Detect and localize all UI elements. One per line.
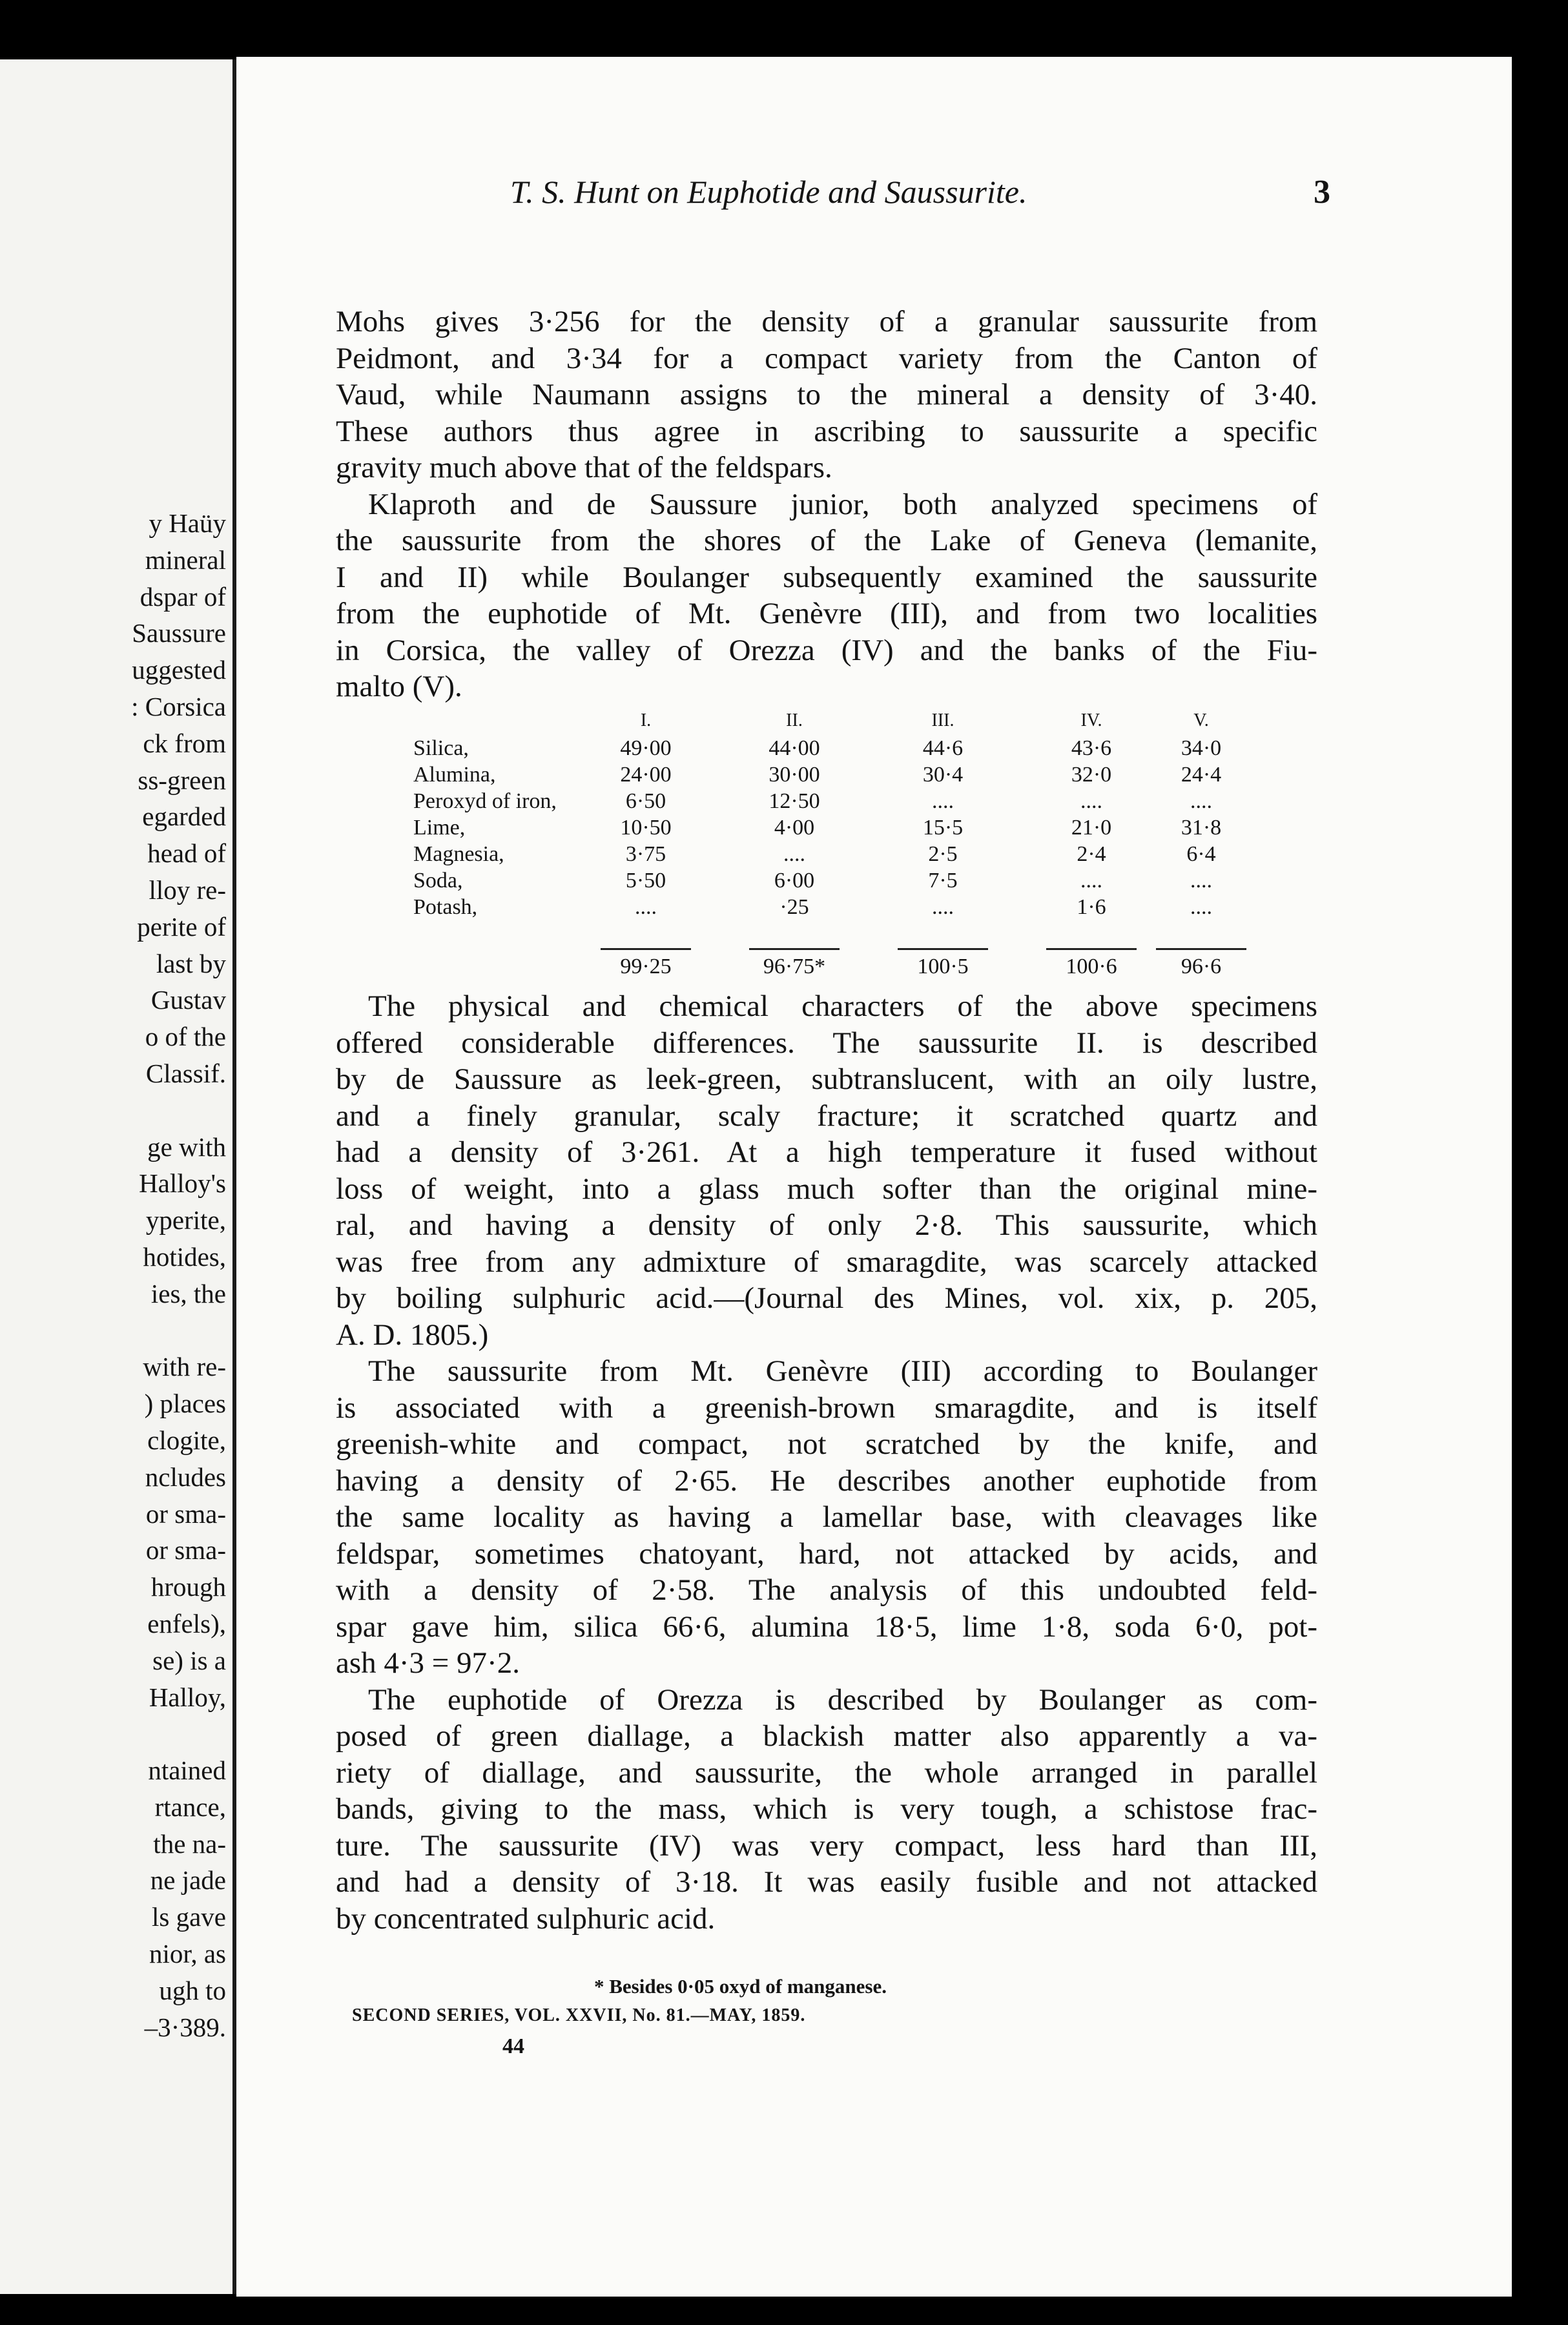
sum-rule [601,948,691,950]
footnote: * Besides 0·05 oxyd of manganese. [594,1975,887,1998]
left-page-line: hrough [150,1572,226,1602]
table-cell: .... [932,895,954,919]
left-page-line: last by [156,948,226,978]
total-cell: 96·75* [763,955,826,978]
left-page-line: : Corsica [131,691,226,721]
text-line: greenish-white and compact, not scratched by the knife, and [336,1427,1317,1461]
sum-rule [1156,948,1246,950]
column-header: V. [1193,710,1209,730]
left-page-fragment [0,59,236,2294]
left-page-line: dspar of [139,581,226,612]
left-page-line: yperite, [145,1205,226,1235]
table-cell: 6·4 [1186,842,1216,866]
text-line: by concentrated sulphuric acid. [336,1901,716,1936]
left-page-line: Gustav [150,985,226,1015]
text-line: The euphotide of Orezza is described by Boulanger as com- [368,1682,1317,1717]
row-label: Potash, [413,895,478,919]
left-page-line: rtance, [154,1792,226,1822]
left-page-line: ss-green [138,765,226,795]
table-cell: 24·00 [620,763,672,787]
text-line: Mohs gives 3·256 for the density of a granular saussurite from [336,305,1317,338]
table-row [413,895,1259,921]
text-line: was free from any admixture of smaragdite, was scarcely attacked [336,1245,1317,1279]
left-page-line: ) places [144,1389,226,1419]
column-header: III. [931,710,954,730]
left-page-line: uggested [132,655,226,685]
text-line: Peidmont, and 3·34 for a compact variety from the Canton of [336,341,1317,375]
sum-rule [898,948,988,950]
left-page-line: ies, the [150,1278,226,1308]
left-page-line: –3·389. [144,2012,226,2042]
left-page-line [131,1092,226,1129]
left-page-line: o of the [145,1022,226,1052]
left-page-line: ugh to [159,1975,226,2005]
text-line: with a density of 2·58. The analysis of this undoubted feld- [336,1573,1317,1607]
table-cell: 34·0 [1181,736,1222,760]
text-line: offered considerable differences. The saussurite II. is described [336,1026,1317,1060]
text-line: malto (V). [336,670,462,703]
table-cell: 30·4 [922,763,964,787]
sum-rule [749,948,840,950]
left-page-line: egarded [142,801,226,832]
page-header [271,173,1330,218]
text-block-body [336,988,1317,1937]
table-cell: 1·6 [1077,895,1106,919]
text-line: Vaud, while Naumann assigns to the mineral a density of 3·40. [336,378,1317,411]
table-cell: 32·0 [1071,763,1112,787]
table-cell: 30·00 [769,763,820,787]
text-block-intro [336,304,1317,705]
text-line: These authors thus agree in ascribing to saussurite a specific [336,414,1317,448]
text-line: having a density of 2·65. He describes another euphotide from [336,1463,1317,1498]
total-cell: 96·6 [1181,955,1222,978]
text-line: Klaproth and de Saussure junior, both analyzed specimens of [368,487,1317,521]
text-line: gravity much above that of the feldspars. [336,451,832,484]
table-cell: 10·50 [620,816,672,840]
table-cell: 24·4 [1181,763,1222,787]
total-cell: 99·25 [620,955,672,978]
table-cell: 15·5 [922,816,964,840]
table-cell: 2·4 [1077,842,1106,866]
text-line: by boiling sulphuric acid.—(Journal des Mines, vol. xix, p. 205, [336,1281,1317,1315]
text-line: the saussurite from the shores of the Lake of Geneva (lemanite, [336,524,1317,557]
running-title: T. S. Hunt on Euphotide and Saussurite. [510,174,1027,210]
totals-row [413,955,1259,980]
text-line: I and II) while Boulanger subsequently examined the saussurite [336,560,1317,594]
text-line: by de Saussure as leek-green, subtranslucent, with an oily lustre, [336,1062,1317,1096]
left-page-line: clogite, [147,1425,226,1455]
table-row [413,789,1259,815]
left-page-line: enfels), [147,1608,226,1638]
text-line: ash 4·3 = 97·2. [336,1646,520,1680]
table-cell: 44·00 [769,736,820,760]
left-page-line: perite of [137,911,226,942]
table-cell: .... [1190,869,1212,893]
left-page-line [131,1312,226,1349]
left-page-line: the na- [153,1828,226,1859]
text-line: and a finely granular, scaly fracture; it scratched quartz and [336,1099,1317,1133]
table-cell: 6·00 [774,869,815,893]
table-cell: .... [1080,869,1102,893]
total-cell: 100·5 [917,955,969,978]
table-cell: .... [1080,789,1102,813]
left-page-line: ge with [147,1132,226,1162]
left-page-line: or sma- [145,1535,226,1566]
text-line: bands, giving to the mass, which is very tough, a schistose frac- [336,1792,1317,1826]
column-header: IV. [1080,710,1102,730]
left-page-line: y Haüy [149,508,226,538]
text-line: feldspar, sometimes chatoyant, hard, not attacked by acids, and [336,1536,1317,1571]
row-label: Silica, [413,736,469,760]
left-page-line: ls gave [152,1902,226,1932]
left-page-line: ncludes [145,1462,226,1492]
table-cell: 3·75 [625,842,666,866]
text-line: A. D. 1805.) [336,1318,489,1352]
column-header: II. [786,710,803,730]
left-page-line: Classif. [145,1058,226,1088]
text-line: and had a density of 3·18. It was easily fusible and not attacked [336,1865,1317,1899]
row-label: Soda, [413,869,463,893]
text-line: The physical and chemical characters of the above specimens [368,989,1317,1023]
row-label: Peroxyd of iron, [413,789,557,813]
table-row [413,763,1259,789]
signature-mark: 44 [502,2034,524,2058]
text-line: is associated with a greenish-brown smaragdite, and is itself [336,1390,1317,1425]
table-row [413,736,1259,762]
text-line: loss of weight, into a glass much softer than the original mine- [336,1172,1317,1206]
left-page-line: ntained [148,1755,226,1786]
table-cell: .... [635,895,657,919]
row-label: Alumina, [413,763,496,787]
table-cell: 31·8 [1181,816,1222,840]
table-cell: 44·6 [922,736,964,760]
text-line: The saussurite from Mt. Genèvre (III) according to Boulanger [368,1354,1317,1388]
table-cell: 2·5 [928,842,958,866]
page-number: 3 [1314,174,1330,211]
left-page-line: se) is a [152,1645,226,1675]
left-page-line: ne jade [150,1865,226,1896]
table-cell: 7·5 [928,869,958,893]
table-cell: .... [783,842,805,866]
table-cell: .... [1190,895,1212,919]
table-row [413,842,1259,868]
table-cell: 4·00 [774,816,815,840]
text-line: in Corsica, the valley of Orezza (IV) and the banks of the Fiu- [336,633,1317,667]
series-line: SECOND SERIES, VOL. XXVII, No. 81.—MAY, 1859. [352,2005,806,2025]
left-page-line [131,1715,226,1752]
text-line: the same locality as having a lamellar base, with cleavages like [336,1500,1317,1534]
table-cell: .... [932,789,954,813]
table-cell: 6·50 [625,789,666,813]
left-page-line: mineral [145,544,226,575]
text-line: spar gave him, silica 66·6, alumina 18·5, lime 1·8, soda 6·0, pot- [336,1609,1317,1644]
row-label: Magnesia, [413,842,504,866]
table-cell: ·25 [779,895,809,919]
text-line: ture. The saussurite (IV) was very compact, less hard than III, [336,1828,1317,1863]
text-line: riety of diallage, and saussurite, the whole arranged in parallel [336,1755,1317,1790]
table-cell: .... [1190,789,1212,813]
text-line: ral, and having a density of only 2·8. This saussurite, which [336,1208,1317,1242]
table-cell: 21·0 [1071,816,1112,840]
table-row [413,816,1259,842]
total-cell: 100·6 [1066,955,1117,978]
text-line: from the euphotide of Mt. Genèvre (III), and from two localities [336,597,1317,630]
table-cell: 12·50 [769,789,820,813]
text-line: had a density of 3·261. At a high temperature it fused without [336,1135,1317,1169]
row-label: Lime, [413,816,466,840]
left-page-line: with re- [143,1352,226,1382]
sum-rule [1046,948,1137,950]
left-page-line: Halloy's [139,1168,226,1199]
left-page-line: Halloy, [149,1682,226,1712]
left-page-text [131,505,226,2045]
table-cell: 43·6 [1071,736,1112,760]
left-page-line: head of [147,838,226,869]
left-page-line: lloy re- [149,874,226,905]
left-page-line: or sma- [145,1498,226,1529]
table-cell: 49·00 [620,736,672,760]
left-page-line: hotides, [143,1241,226,1272]
table-header-row [413,710,1259,736]
left-page-line: nior, as [149,1939,226,1969]
left-page-line: ck from [143,728,226,758]
table-cell: 5·50 [625,869,666,893]
text-line: posed of green diallage, a blackish matter also apparently a va- [336,1719,1317,1753]
left-page-line: Saussure [132,618,226,648]
column-header: I. [640,710,652,730]
analysis-table [413,710,1259,988]
table-row [413,869,1259,894]
